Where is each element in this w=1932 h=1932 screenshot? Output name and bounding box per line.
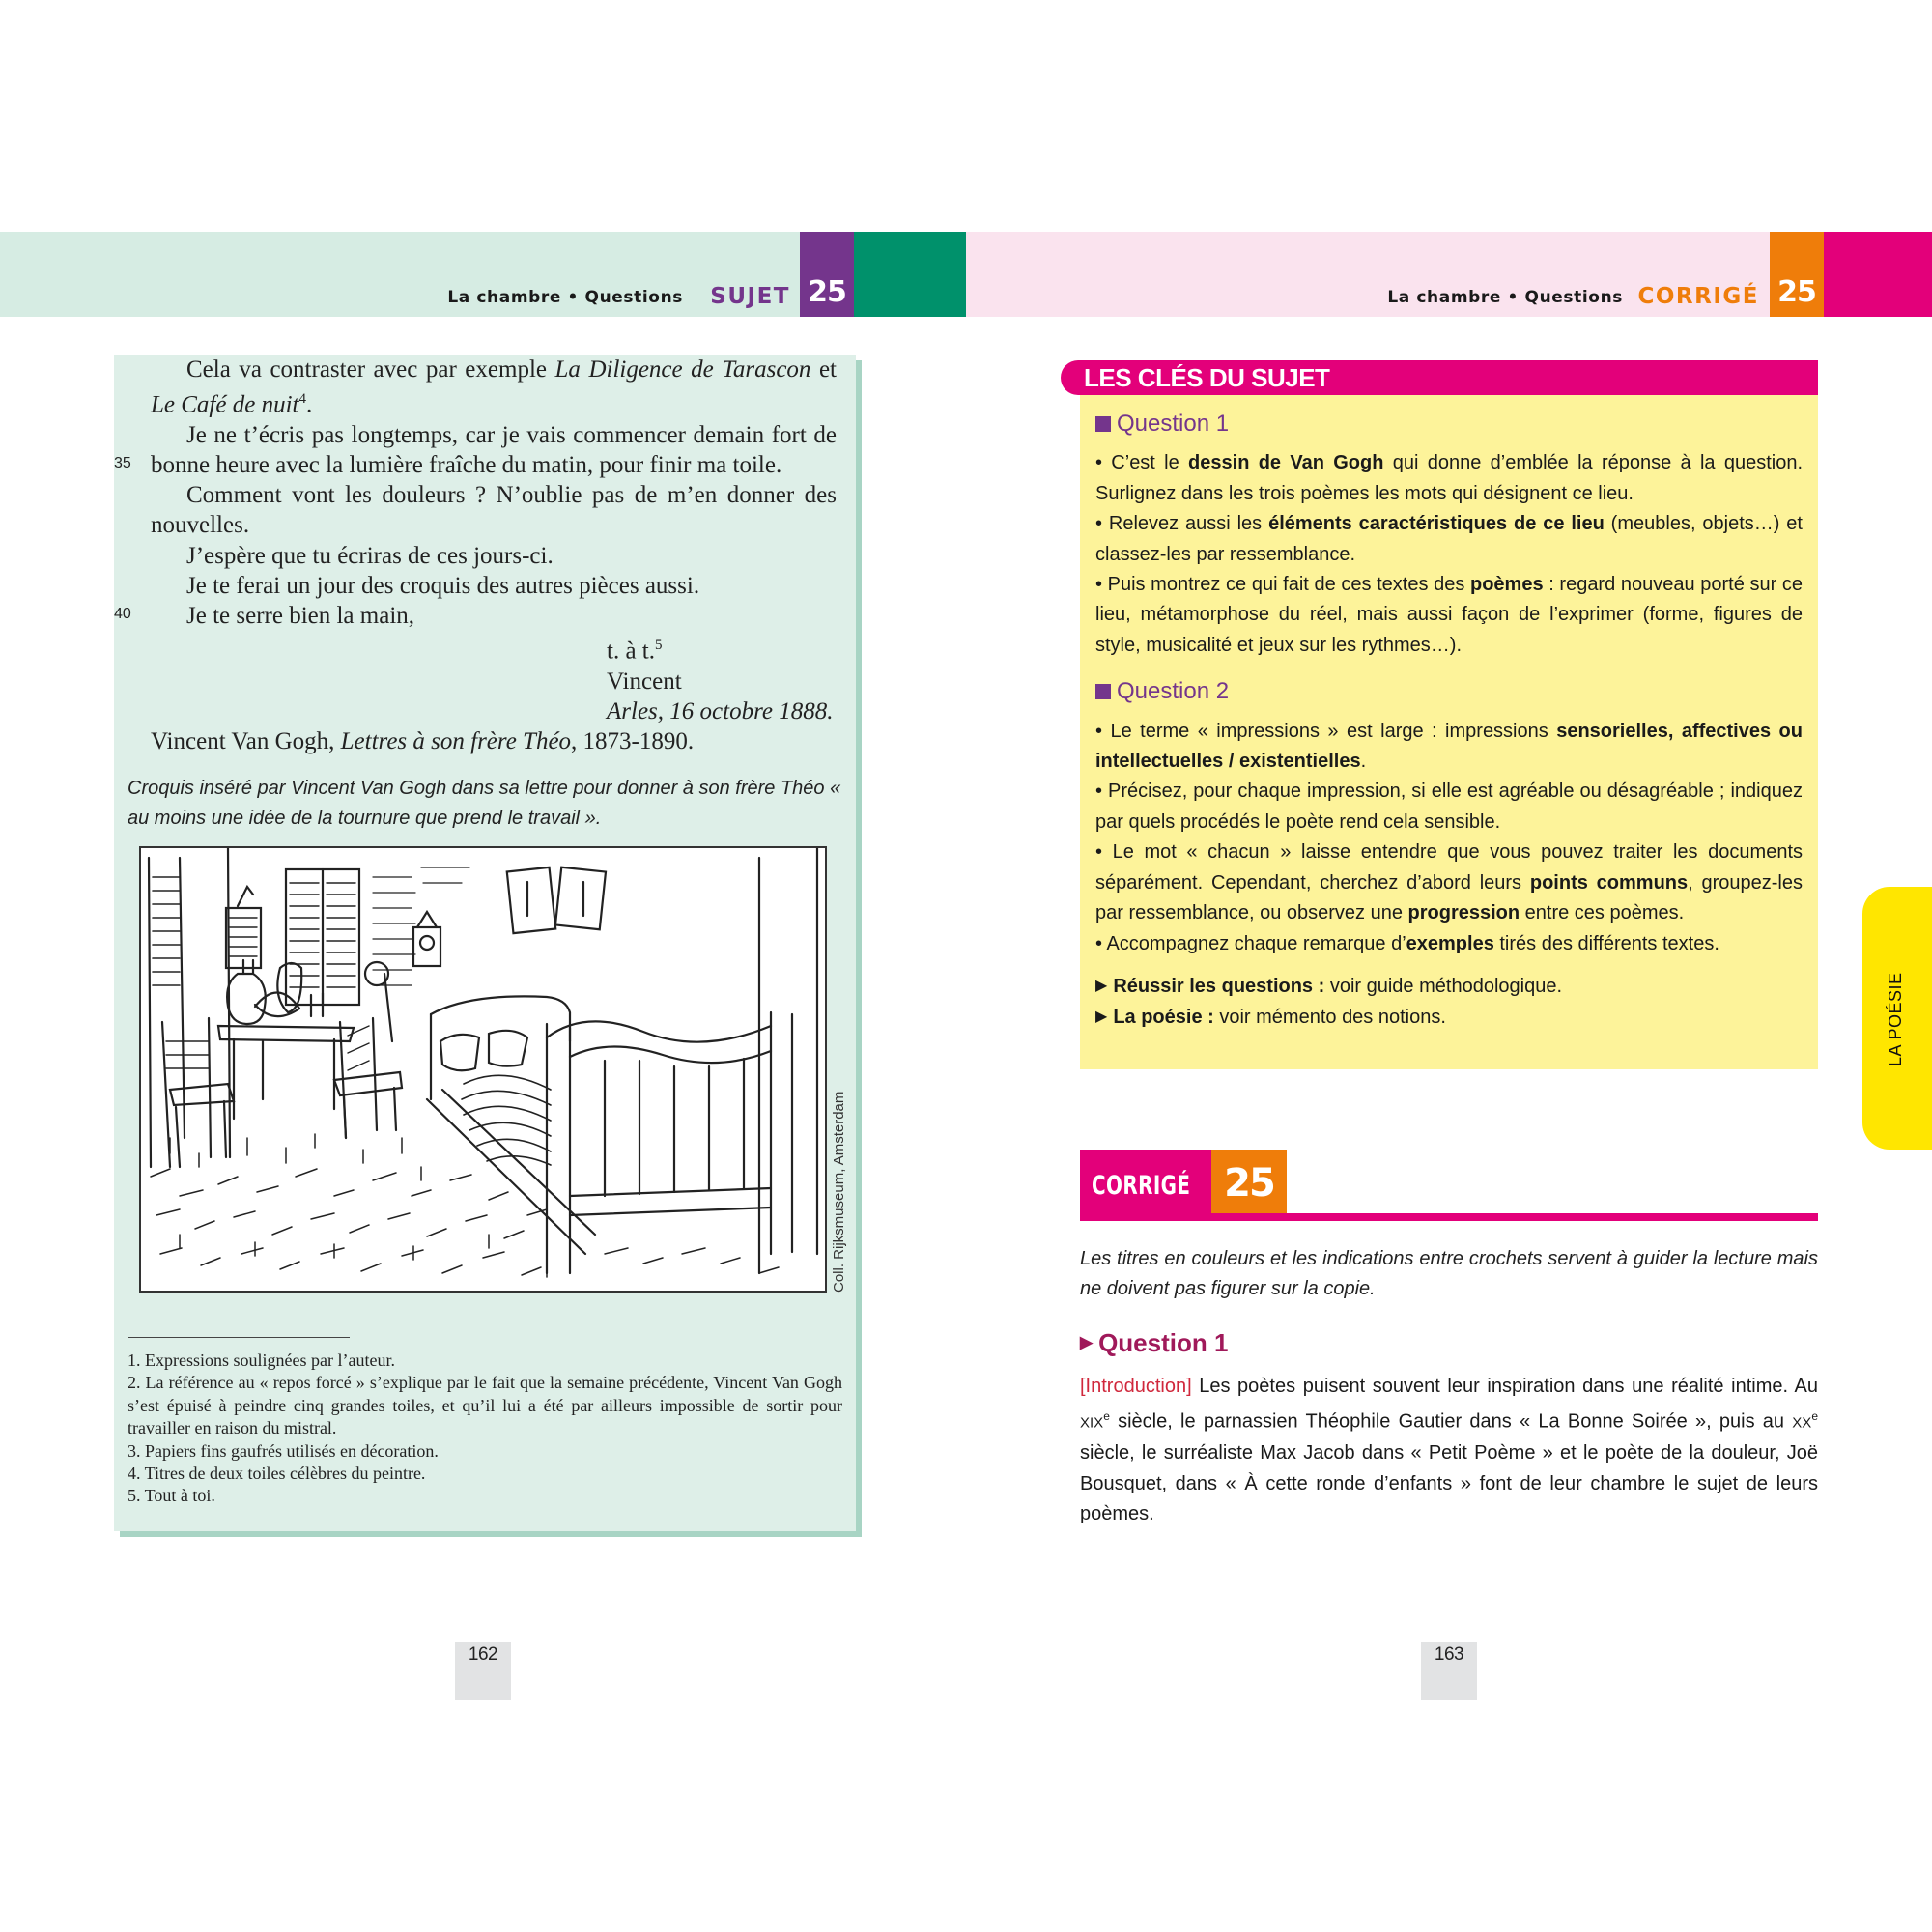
keys-bullet: • Accompagnez chaque remarque d’exemples tirés des différents textes. xyxy=(1095,932,1719,954)
painting-title: La Diligence de Tarascon xyxy=(554,356,811,383)
source-work-title: Lettres à son frère Théo xyxy=(340,728,572,755)
triangle-right-icon: ▶ xyxy=(1095,977,1108,994)
reference-link[interactable]: ▶ La poésie : voir mémento des notions. xyxy=(1095,1007,1446,1029)
page-number-left: 162 xyxy=(455,1642,511,1700)
painting-title: Le Café de nuit xyxy=(151,391,299,418)
image-caption: Croquis inséré par Vincent Van Gogh dans sa lettre pour donner à son frère Théo « au moins une idée de la tournure que prend le travail ». xyxy=(128,778,841,829)
corrige-question-1-title: ▶ Question 1 xyxy=(1080,1328,1229,1357)
references xyxy=(1095,971,1803,1034)
letter-excerpt xyxy=(114,355,838,756)
right-page-header xyxy=(966,232,1932,317)
corrige-heading xyxy=(1080,1150,1818,1222)
left-page-header xyxy=(0,232,966,317)
footnote-ref[interactable]: 5 xyxy=(655,638,663,654)
keys-question-2-title: Question 2 xyxy=(1095,676,1803,706)
corrige-note: Les titres en couleurs et les indications entre crochets servent à guider la lecture mais ne doivent pas figurer sur la copie. xyxy=(1080,1248,1818,1300)
section-tab-la-poesie[interactable] xyxy=(1862,887,1932,1150)
corrige-answer-paragraph: [Introduction] Les poètes puisent souvent leur inspiration dans une réalité intime. Au XIXe siècle, le parnassien Théophile Gautier dans « La Bonne Soirée », puis au XXe siècle, le surréaliste Max Jacob dans « Petit Poème » et le poète de la douleur, Joë Bousquet, dans « À cette ronde d’enfants » font de leur chambre le sujet de leurs poèmes. xyxy=(1080,1376,1818,1525)
header-color-tab xyxy=(1824,232,1932,317)
footnote-item: 1. Expressions soulignées par l’auteur. xyxy=(128,1350,395,1370)
letter-paragraph-cont: 35 bonne heure avec la lumière fraîche du matin, pour finir ma toile. xyxy=(114,451,782,478)
letter-paragraph: Je te ferai un jour des croquis des autres pièces aussi. xyxy=(186,572,700,599)
header-number-tab xyxy=(800,232,854,317)
triangle-right-icon: ▶ xyxy=(1080,1333,1094,1351)
keys-bullet: • Puis montrez ce qui fait de ces textes des poèmes : regard nouveau porté sur ce lieu, métamorphose du réel, mais aussi façon de l’exprimer (forme, figures de style, musicalité et jeux sur les rythmes…). xyxy=(1095,574,1803,656)
keys-bullet: • Précisez, pour chaque impression, si elle est agréable ou désagréable ; indiquez par quels procédés le poète rend cela sensible. xyxy=(1095,781,1803,833)
keys-bullet: • C’est le dessin de Van Gogh qui donne d’emblée la réponse à la question. Surlignez dans les trois poèmes les mots qui désignent ce lieu. xyxy=(1095,452,1804,504)
keys-title: LES CLÉS DU SUJET xyxy=(1084,363,1330,392)
footnote-divider xyxy=(128,1337,350,1338)
corrige-number: 25 xyxy=(1224,1161,1274,1206)
footnote-item: 5. Tout à toi. xyxy=(128,1486,215,1506)
footnotes xyxy=(128,1350,842,1508)
letter-place-date: Arles, 16 octobre 1888. xyxy=(607,697,834,724)
header-title: La chambre • Questions xyxy=(447,288,683,307)
letter-paragraph: 40 Je te serre bien la main, xyxy=(114,602,415,629)
header-color-tab xyxy=(854,232,966,317)
section-tab-label: LA POÉSIE xyxy=(1886,972,1905,1066)
header-number-tab xyxy=(1770,232,1824,317)
keys-bullet: • Relevez aussi les éléments caractéristiques de ce lieu (meubles, objets…) et classez-les par ressemblance. xyxy=(1095,513,1803,565)
letter-paragraph: Cela va contraster avec par exemple La Diligence de Tarascon et Le Café de nuit$^4$. xyxy=(151,356,838,418)
footnote-item: 2. La référence au « repos forcé » s’explique par le fait que la semaine précédente, Vincent Van Gogh s’est épuisé à peindre cinq grandes toiles, et qu’il lui a été par ailleurs impossible de sortir pour travailler en raison du mistral. xyxy=(128,1373,842,1438)
document-box xyxy=(114,355,856,1531)
corrige-number-block xyxy=(1211,1150,1287,1213)
image-credit: Coll. Rijksmuseum, Amsterdam xyxy=(831,1091,847,1293)
header-number: 25 xyxy=(808,275,846,309)
letter-paragraph: Comment vont les douleurs ? N’oublie pas de m’en donner des nouvelles. xyxy=(151,482,837,539)
letter-paragraph: J’espère que tu écriras de ces jours-ci. xyxy=(186,542,554,569)
corrige-rule xyxy=(1080,1213,1818,1221)
keys-bullet: • Le terme « impressions » est large : impressions sensorielles, affectives ou intellectuelles / existentielles. xyxy=(1095,720,1803,773)
corrige-word-block xyxy=(1080,1150,1211,1213)
van-gogh-bedroom-sketch xyxy=(139,846,827,1293)
page-number-right: 163 xyxy=(1421,1642,1477,1700)
header-kind-label: SUJET xyxy=(710,284,790,309)
header-title: La chambre • Questions xyxy=(1387,288,1623,307)
header-kind-label: CORRIGÉ xyxy=(1637,284,1759,309)
reference-link[interactable]: ▶ Réussir les questions : voir guide méthodologique. xyxy=(1095,975,1563,997)
bedroom-sketch-image xyxy=(141,848,827,1293)
square-bullet-icon xyxy=(1095,416,1111,432)
footnote-item: 3. Papiers fins gaufrés utilisés en décoration. xyxy=(128,1440,439,1461)
footnote-ref[interactable]: 4 xyxy=(298,391,306,408)
line-number: 35 xyxy=(114,454,131,471)
line-number: 40 xyxy=(114,605,131,622)
corrige-word: CORRIGÉ xyxy=(1092,1171,1191,1201)
letter-source: Vincent Van Gogh, Lettres à son frère Théo, 1873-1890. xyxy=(151,728,695,755)
letter-signature: Vincent xyxy=(607,668,682,695)
section-tag: [Introduction] xyxy=(1080,1376,1192,1397)
header-number: 25 xyxy=(1777,275,1816,309)
footnote-item: 4. Titres de deux toiles célèbres du peintre. xyxy=(128,1463,426,1484)
triangle-right-icon: ▶ xyxy=(1095,1009,1108,1026)
keys-question-1-title: Question 1 xyxy=(1095,409,1803,439)
square-bullet-icon xyxy=(1095,684,1111,699)
keys-bullet: • Le mot « chacun » laisse entendre que vous pouvez traiter les documents séparément. Cependant, cherchez d’abord leurs points communs, groupez-les par ressemblance, ou observez une progression entre ces poèmes. xyxy=(1095,841,1803,924)
letter-paragraph: Je ne t’écris pas longtemps, car je vais commencer demain fort de xyxy=(186,421,837,448)
letter-salutation: t. à t.$^5$ xyxy=(607,638,663,665)
keys-box xyxy=(1080,395,1818,1069)
keys-section-header xyxy=(1061,360,1818,395)
